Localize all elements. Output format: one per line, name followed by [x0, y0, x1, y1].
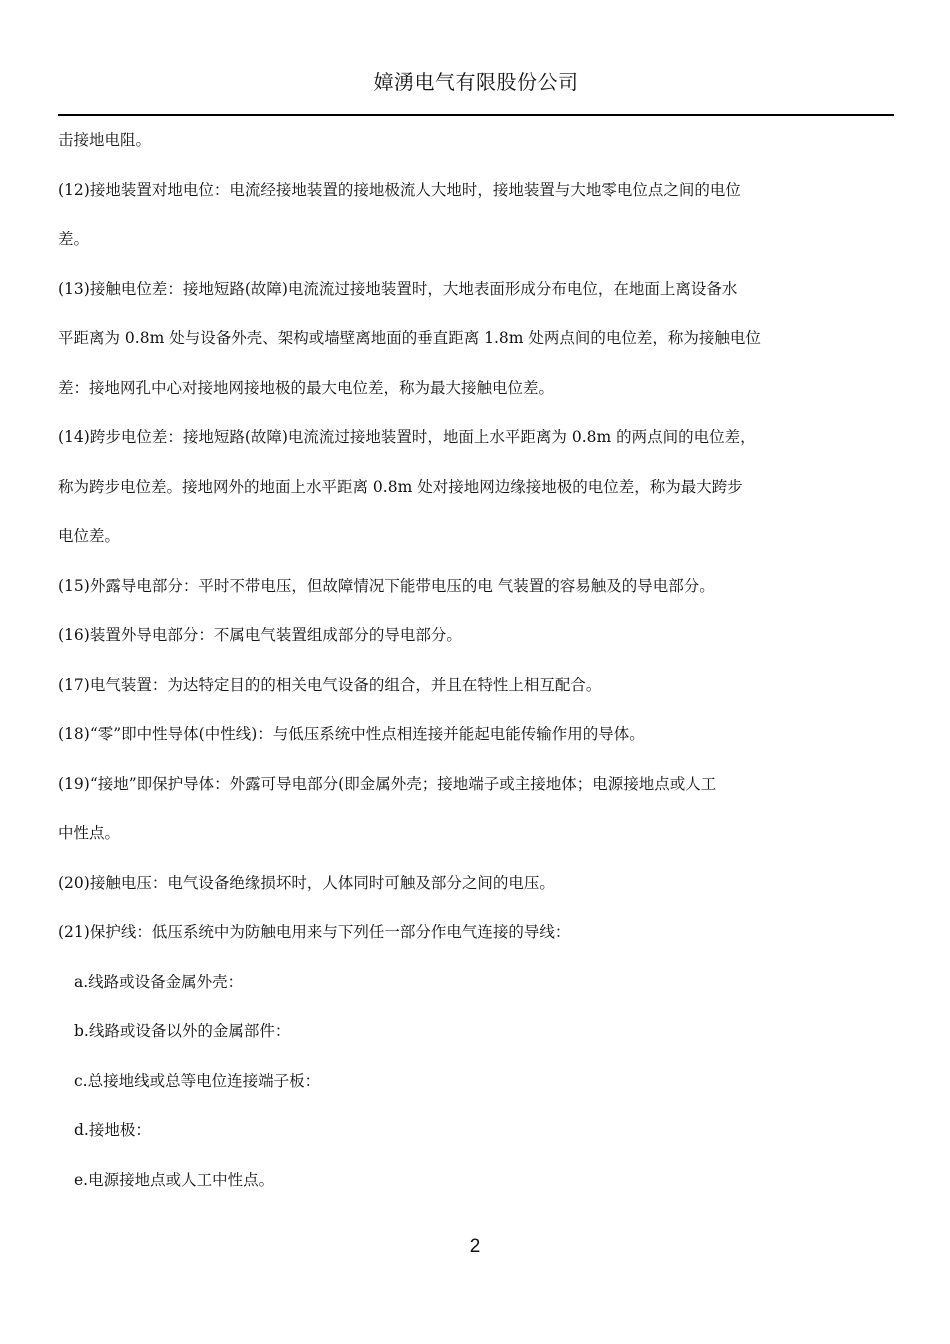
text-line: 差：接地网孔中心对接地网接地极的最大电位差，称为最大接触电位差。: [58, 378, 555, 397]
text-line: (14)跨步电位差：接地短路(故障)电流流过接地装置时，地面上水平距离为 0.8m 的两点间的电位差，: [58, 428, 756, 446]
company-name: 嫜湧电气有限股份公司: [373, 70, 579, 94]
text-line: (13)接触电位差：接地短路(故障)电流流过接地装置时，大地表面形成分布电位，在地面上离设备水: [58, 279, 738, 298]
document-body: [58, 116, 894, 1205]
text-line: (12)接地装置对地电位：电流经接地装置的接地极流人大地时，接地装置与大地零电位点之间的电位: [58, 180, 741, 199]
list-item: c.总接地线或总等电位连接端子板：: [74, 1071, 321, 1090]
list-item: d.接地极：: [74, 1121, 151, 1139]
text-line: (20)接触电压：电气设备绝缘损坏时，人体同时可触及部分之间的电压。: [58, 873, 555, 892]
text-line: 差。: [58, 230, 90, 248]
text-line: (19)“接地”即保护导体：外露可导电部分(即金属外壳；接地端子或主接地体；电源接地点或人工: [58, 774, 717, 793]
text-line: (16)装置外导电部分：不属电气装置组成部分的导电部分。: [58, 626, 462, 644]
text-line: 平距离为 0.8m 处与设备外壳、架构或墙壁离地面的垂直距离 1.8m 处两点间的电位差，称为接触电位: [58, 329, 761, 347]
list-item: e.电源接地点或人工中性点。: [74, 1170, 275, 1189]
list-item: b.线路或设备以外的金属部件：: [74, 1022, 291, 1040]
text-line: (21)保护线：低压系统中为防触电用来与下列任一部分作电气连接的导线：: [58, 923, 571, 941]
text-line: 称为跨步电位差。接地网外的地面上水平距离 0.8m 处对接地网边缘接地极的电位差，称为最大跨步: [58, 477, 743, 496]
page-number: 2: [469, 1236, 481, 1257]
text-line: (18)“零”即中性导体(中性线)：与低压系统中性点相连接并能起电能传输作用的导体。: [58, 725, 645, 743]
page-header: [58, 58, 894, 116]
text-line: (17)电气装置：为达特定目的的相关电气设备的组合，并且在特性上相互配合。: [58, 675, 602, 694]
list-item: a.线路或设备金属外壳：: [74, 972, 244, 991]
text-line: (15)外露导电部分：平时不带电压，但故障情况下能带电压的电 气装置的容易触及的导电部分。: [58, 576, 715, 595]
text-line: 电位差。: [58, 527, 121, 545]
text-line: 中性点。: [58, 824, 121, 842]
text-line: 击接地电阻。: [58, 131, 152, 149]
